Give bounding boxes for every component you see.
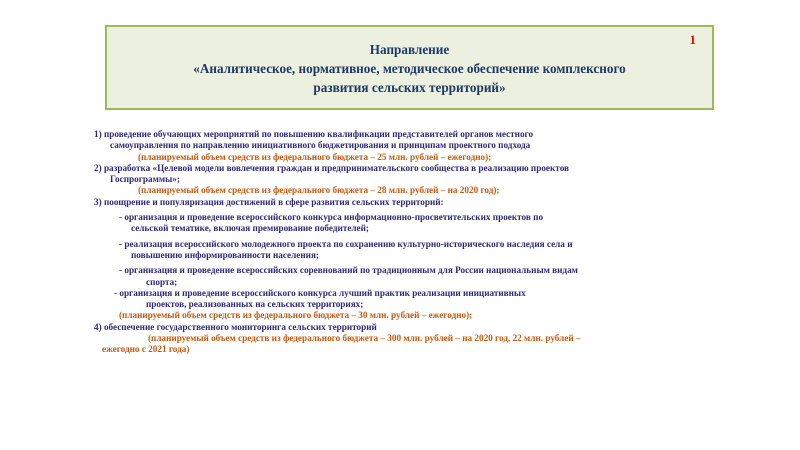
item-2-line-1: 2) разработка «Целевой модели вовлечения граждан и предпринимательского сообщества в реализацию проектов <box>94 162 570 173</box>
directions-list <box>94 129 714 356</box>
item-3-budget: (планируемый объем средств из федерального бюджета – 30 млн. рублей – ежегодно); <box>119 310 473 321</box>
item-3-sub-4-line-2: проектов, реализованных на сельских территориях; <box>146 299 364 310</box>
item-3-sub-4-line-1: - организация и проведение всероссийского конкурса лучший практик реализации инициативных <box>114 287 526 298</box>
item-3-line-1: 3) поощрение и популяризация достижений в сфере развития сельских территорий: <box>94 196 444 207</box>
title-box <box>105 25 714 110</box>
item-4-line-1: 4) обеспечение государственного мониторинга сельских территорий <box>94 321 377 332</box>
item-3-sub-3-line-2: спорта; <box>146 276 178 287</box>
item-3-sub-1-line-2: сельской тематике, включая премирование победителей; <box>131 223 369 234</box>
slide-title <box>107 40 712 97</box>
item-3-sub-2-line-2: повышению информированности населения; <box>131 249 319 260</box>
item-3-sub-1-line-1: - организация и проведение всероссийского конкурса информационно-просветительских проектов по <box>119 212 544 223</box>
item-1-budget: (планируемый объем средств из федерального бюджета – 25 млн. рублей – ежегодно); <box>138 151 492 162</box>
item-4-budget-line-2: ежегодно с 2021 года) <box>102 344 190 355</box>
item-2-budget: (планируемый объем средств из федерального бюджета – 28 млн. рублей – на 2020 год); <box>138 185 500 196</box>
item-3-sub-3-line-1: - организация и проведение всероссийских соревнований по традиционным для России национальным видам <box>119 265 578 276</box>
slide-number: 1 <box>689 32 696 47</box>
item-4-budget-line-1: (планируемый объем средств из федерального бюджета – 300 млн. рублей – на 2020 год, 22 млн. рублей – <box>148 333 581 344</box>
title-line-2: «Аналитическое, нормативное, методическое обеспечение комплексного <box>193 61 626 76</box>
item-1-line-1: 1) проведение обучающих мероприятий по повышению квалификации представителей органов местного <box>94 129 534 139</box>
item-3-sub-2-line-1: - реализация всероссийского молодежного проекта по сохранению культурно-исторического наследия села и <box>119 238 573 249</box>
item-1-line-2: самоуправления по направлению инициативного бюджетирования и принципам проектного подхода <box>110 140 531 151</box>
item-2-line-2: Госпрограммы»; <box>110 174 180 185</box>
title-line-1: Направление <box>369 42 450 57</box>
title-line-3: развития сельских территорий» <box>313 80 506 95</box>
